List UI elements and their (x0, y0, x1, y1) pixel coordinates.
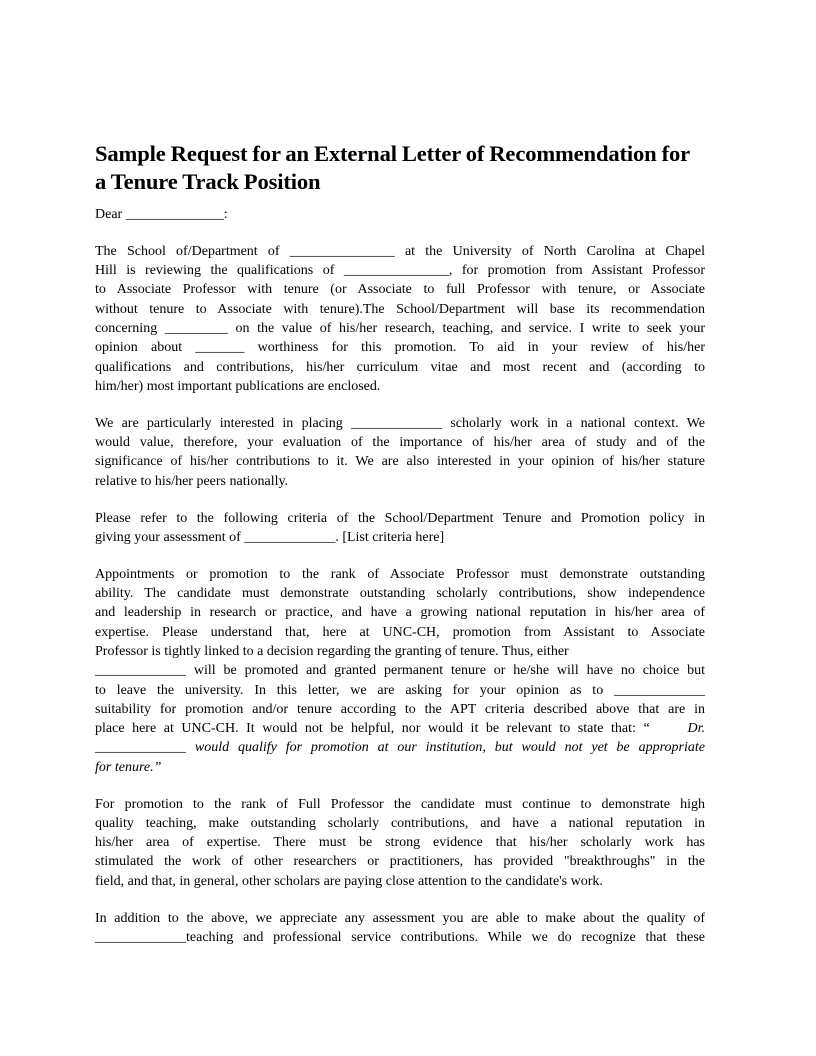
paragraph-full-professor (95, 795, 705, 891)
text-line-start: place here at UNC-CH. It would not be helpful, nor would it be relevant to state that: “ (95, 721, 650, 737)
paragraph-additional-assessment (95, 909, 705, 948)
text-line: Appointments or promotion to the rank of Associate Professor must demonstrate outstanding (95, 566, 705, 582)
text-line: relative to his/her peers nationally. (95, 473, 289, 489)
text-line: field, and that, in general, other scholars are paying close attention to the candidate's work. (95, 873, 603, 889)
text-line (95, 738, 705, 757)
text-line (95, 758, 705, 777)
text-line: significance of his/her contributions to it. We are also interested in your opinion of his/her stature (95, 454, 705, 470)
text-line: him/her) most important publications are enclosed. (95, 378, 381, 394)
text-line: _____________ will be promoted and granted permanent tenure or he/she will have no choice but (95, 663, 705, 679)
letter-page (95, 140, 705, 965)
text-line: expertise. Please understand that, here at UNC-CH, promotion from Assistant to Associate (95, 624, 705, 640)
paragraph-criteria (95, 509, 705, 548)
salutation: Dear ______________: (95, 207, 228, 222)
text-line: would value, therefore, your evaluation of the importance of his/her area of study and of the (95, 435, 705, 451)
text-line: For promotion to the rank of Full Professor the candidate must continue to demonstrate high (95, 796, 705, 812)
text-line: Please refer to the following criteria of the School/Department Tenure and Promotion policy in (95, 510, 705, 526)
text-line: and leadership in research or practice, and have a growing national reputation in his/her area of (95, 605, 705, 621)
text-line: opinion about _______ worthiness for this promotion. To aid in your review of his/her (95, 340, 705, 356)
text-line: We are particularly interested in placing _____________ scholarly work in a national context. We (95, 415, 705, 431)
text-line: _____________teaching and professional service contributions. While we do recognize that these (95, 929, 705, 945)
text-line: concerning _________ on the value of his/her research, teaching, and service. I write to seek your (95, 320, 705, 336)
document-title: Sample Request for an External Letter of Recommendation for a Tenure Track Position (95, 141, 690, 194)
paragraph-associate-professor (95, 565, 705, 777)
text-line: to leave the university. In this letter, we are asking for your opinion as to _____________ (95, 682, 705, 698)
text-line (95, 719, 705, 738)
quote-blank: _____________ (95, 740, 186, 756)
text-line: The School of/Department of _______________ at the University of North Carolina at Chapel (95, 243, 705, 259)
text-line: giving your assessment of _____________. [List criteria here] (95, 529, 445, 545)
text-line: qualifications and contributions, his/her curriculum vitae and most recent and (according to (95, 359, 705, 375)
text-line: Professor is tightly linked to a decision regarding the granting of tenure. Thus, either (95, 643, 569, 659)
paragraph-national-context (95, 414, 705, 491)
text-line: ability. The candidate must demonstrate outstanding scholarly contributions, show independence (95, 586, 705, 602)
text-line: his/her area of expertise. There must be strong evidence that his/her scholarly work has (95, 835, 705, 851)
text-line: without tenure to Associate with tenure).The School/Department will base its recommendation (95, 301, 705, 317)
text-line: to Associate Professor with tenure (or Associate to full Professor with tenure, or Associate (95, 282, 705, 298)
quote-end: for tenure.” (95, 759, 162, 775)
quote-start: Dr. (687, 721, 706, 737)
quote-text: would qualify for promotion at our institution, but would not yet be appropriate (194, 740, 706, 756)
paragraph-intro (95, 242, 705, 396)
text-line: quality teaching, make outstanding scholarly contributions, and have a national reputation in (95, 815, 705, 831)
text-line: suitability for promotion and/or tenure according to the APT criteria described above that are in (95, 701, 705, 717)
text-line: Hill is reviewing the qualifications of _______________, for promotion from Assistant Professor (95, 263, 705, 279)
text-line: In addition to the above, we appreciate any assessment you are able to make about the quality of (95, 910, 705, 926)
text-line: stimulated the work of other researchers or practitioners, has provided "breakthroughs" in the (95, 854, 705, 870)
